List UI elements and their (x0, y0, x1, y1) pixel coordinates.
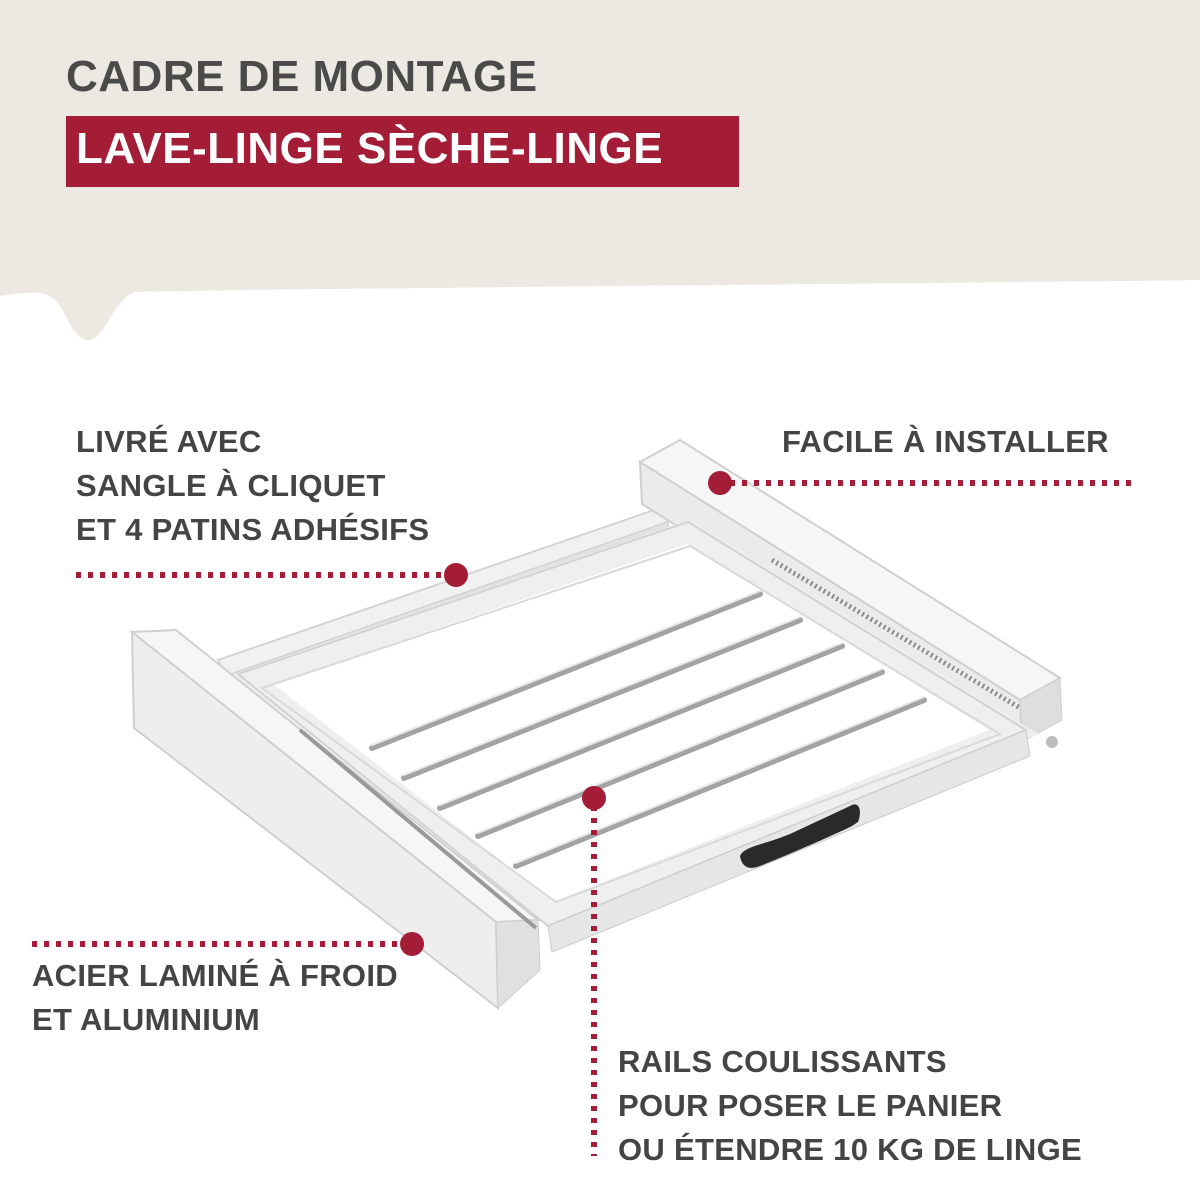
callout-bottom-left (32, 954, 398, 1042)
callout-bottom-right-line-1: RAILS COULISSANTS (618, 1044, 947, 1079)
callout-bottom-right-line-2: POUR POSER LE PANIER (618, 1088, 1003, 1123)
callout-bottom-left-line-2: ET ALUMINIUM (32, 1002, 261, 1037)
callout-bottom-right-line-3: OU ÉTENDRE 10 KG DE LINGE (618, 1132, 1082, 1167)
callout-top-left (76, 420, 429, 552)
callout-bottom-right (618, 1040, 1082, 1172)
callout-top-right-line-1: FACILE À INSTALLER (782, 424, 1109, 459)
title-line-2: LAVE-LINGE SÈCHE-LINGE (76, 124, 664, 173)
callout-bottom-left-line-1: ACIER LAMINÉ À FROID (32, 958, 398, 993)
callout-top-left-line-1: LIVRÉ AVEC (76, 424, 262, 459)
callout-top-right (782, 420, 1109, 464)
title-line-1: CADRE DE MONTAGE (66, 52, 538, 101)
callout-top-left-line-3: ET 4 PATINS ADHÉSIFS (76, 512, 430, 547)
callout-top-left-line-2: SANGLE À CLIQUET (76, 468, 386, 503)
